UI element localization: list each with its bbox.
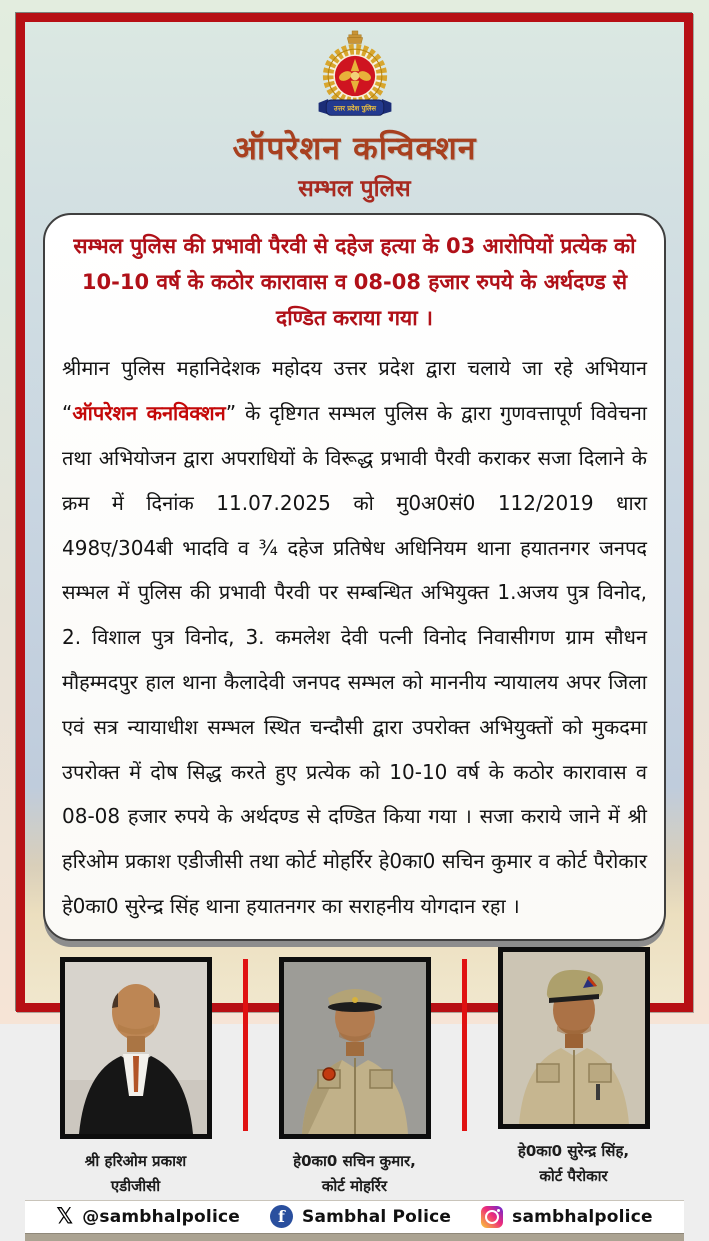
- facebook-logo-icon: f: [270, 1205, 293, 1228]
- official-card-court-pairokar: [485, 947, 663, 1190]
- red-divider: [462, 959, 467, 1131]
- official-card-adgc: [47, 957, 225, 1200]
- official-caption: [485, 1139, 663, 1190]
- official-name: श्री हरिओम प्रकाश: [84, 1151, 187, 1170]
- body-text-highlight: ऑपरेशन कनविक्शन: [72, 401, 226, 426]
- facebook-page[interactable]: [270, 1205, 451, 1228]
- campaign-title: ऑपरेशन कन्विक्शन: [232, 129, 477, 167]
- press-note-box: [43, 213, 666, 941]
- official-name: हे0का0 सचिन कुमार,: [293, 1151, 416, 1170]
- body-text-end: ” के दृष्टिगत सम्भल पुलिस के द्वारा गुणवत्तापूर्ण विवेचना तथा अभियोजन द्वारा अपराधियों के विरूद्ध प्रभावी पैरवी कराकर सजा दिलाने के क्रम में दिनांक 11.07.2025 को मु0अ0सं0 112/2019 धारा 498ए/304बी भादवि व ¾ दहेज प्रतिषेध अधिनियम थाना हयातनगर जनपद सम्भल में पुलिस की प्रभावी पैरवी पर सम्बन्धित अभियुक्त 1.अजय पुत्र विनोद, 2. विशाल पुत्र विनोद, 3. कमलेश देवी पत्नी विनोद निवासीगण ग्राम सौधन मौहम्मदपुर हाल थाना कैलादेवी जनपद सम्भल को माननीय न्यायालय अपर जिला एवं सत्र न्यायाधीश सम्भल स्थित चन्दौसी द्वारा उपरोक्त अभियुक्तों को मुकदमा उपरोक्त में दोष सिद्ध करते हुए प्रत्येक को 10-10 वर्ष के कठोर कारावास व 08-08 हजार रुपये के अर्थदण्ड से दण्डित किया गया । सजा कराये जाने में श्री हरिओम प्रकाश एडीजीसी तथा कोर्ट मोहर्रिर हे0का0 सचिन कुमार व कोर्ट पैरोकार हे0का0 सुरेन्द्र सिंह थाना हयातनगर का सराहनीय योगदान रहा ।: [62, 401, 647, 918]
- up-police-emblem-icon: [311, 30, 399, 122]
- advocate-portrait-photo: [60, 957, 212, 1139]
- x-logo-icon: 𝕏: [56, 1203, 74, 1229]
- official-caption: [266, 1149, 444, 1200]
- official-role: कोर्ट मोहर्रिर: [321, 1177, 388, 1196]
- emblem-banner-text: उत्तर प्रदेश पुलिस: [333, 104, 376, 113]
- officials-row: [25, 957, 684, 1200]
- official-name: हे0का0 सुरेन्द्र सिंह,: [517, 1141, 630, 1160]
- police-officer-beret-portrait-photo: [498, 947, 650, 1129]
- twitter-handle-label: @sambhalpolice: [82, 1206, 240, 1227]
- poster-footer: [25, 1200, 684, 1241]
- twitter-handle[interactable]: [56, 1203, 240, 1229]
- poster-header: [25, 22, 684, 203]
- official-caption: [47, 1149, 225, 1200]
- body-text-start: श्रीमान पुलिस महानिदेशक महोदय उत्तर प्रदेश द्वारा चलाये जा रहे अभियान “: [62, 356, 647, 426]
- poster-red-frame: [16, 13, 693, 1229]
- social-media-bar: [25, 1200, 684, 1233]
- press-note-headline: सम्भल पुलिस की प्रभावी पैरवी से दहेज हत्या के 03 आरोपियों प्रत्येक को 10-10 वर्ष के कठोर कारावास व 08-08 हजार रुपये के अर्थदण्ड से दण्डित कराया गया ।: [73, 234, 636, 331]
- press-note-body: [62, 346, 647, 928]
- official-role: कोर्ट पैरोकार: [539, 1167, 608, 1186]
- poster-body: [25, 22, 684, 1229]
- police-officer-cap-portrait-photo: [279, 957, 431, 1139]
- instagram-handle-label: sambhalpolice: [512, 1206, 653, 1227]
- facebook-page-label: Sambhal Police: [302, 1206, 452, 1227]
- footer-divider-strip: [25, 1233, 684, 1241]
- official-card-court-moharrir: [266, 957, 444, 1200]
- instagram-logo-icon: [481, 1206, 503, 1228]
- official-role: एडीजीसी: [110, 1177, 161, 1196]
- district-police-name: सम्भल पुलिस: [298, 176, 411, 202]
- instagram-handle[interactable]: [481, 1206, 653, 1228]
- red-divider: [243, 959, 248, 1131]
